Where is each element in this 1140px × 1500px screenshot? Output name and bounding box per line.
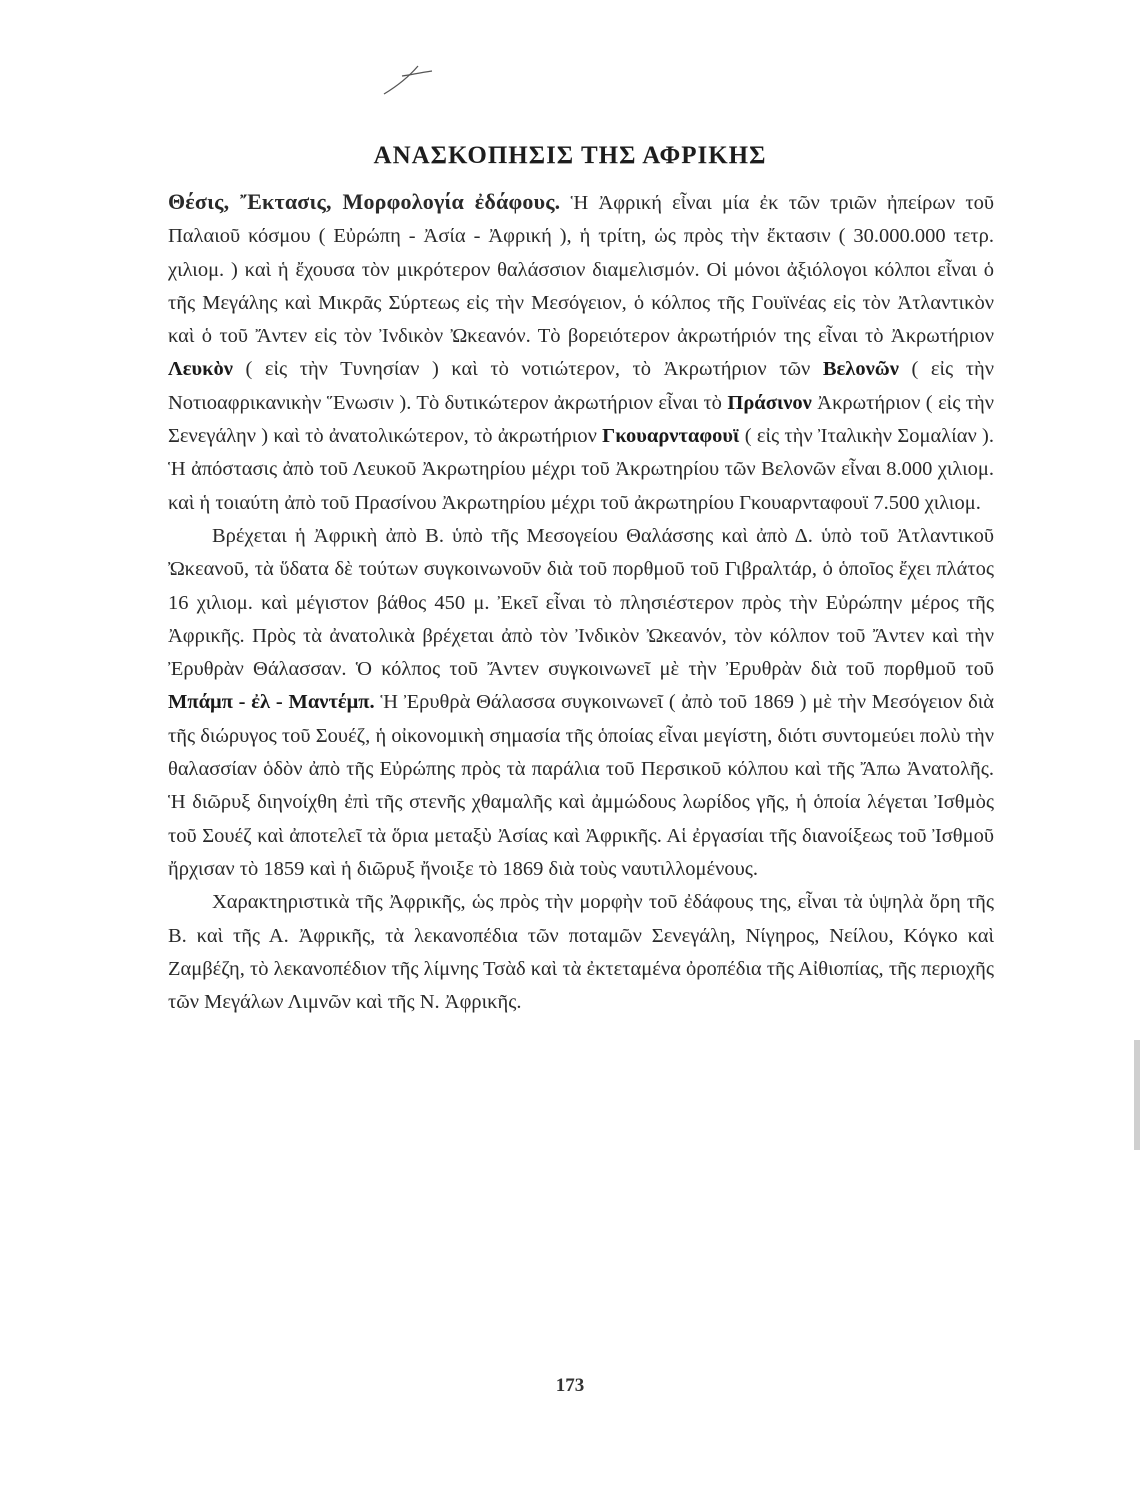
text-run: Ἡ Ἀφρική εἶναι μία ἐκ τῶν τριῶν ἠπείρων τοῦ Παλαιοῦ κόσμου ( Εὐρώπη - Ἀσία - Ἀφρική ), ἡ τρίτη, ὡς πρὸς τὴν ἔκτασιν ( 30.000.000 τετρ. χιλιομ. ) καὶ ἡ ἔχουσα τὸν μικρότερον θαλάσσιον διαμελισμόν. Οἱ μόνοι ἀξιόλογοι κόλποι εἶναι ὁ τῆς Μεγάλης καὶ Μικρᾶς Σύρτεως εἰς τὴν Μεσόγειον, ὁ κόλπος τῆς Γουϊνέας εἰς τὸν Ἀτλαντικὸν καὶ ὁ τοῦ Ἄντεν εἰς τὸν Ἰνδικὸν Ὠκεανόν. Τὸ βορειότερον ἀκρωτήριόν της εἶναι τὸ Ἀκρωτήριον — [168, 192, 994, 348]
text-run: ( εἰς τὴν Ἰταλικὴν Σομαλίαν ). Ἡ ἀπόστασις ἀπὸ τοῦ Λευκοῦ Ἀκρωτηρίου μέχρι τοῦ Ἀκρωτηρίου τῶν Βελονῶν εἶναι 8.000 χιλιομ. καὶ ἡ τοιαύτη ἀπὸ τοῦ Πρασίνου Ἀκρωτηρίου μέχρι τοῦ ἀκρωτηρίου Γκουαρνταφουϊ 7.500 χιλιομ. — [168, 425, 994, 514]
paragraph-relief — [168, 886, 994, 1019]
body-text — [168, 185, 994, 1019]
pencil-cross-mark — [380, 58, 440, 98]
text-run: Ἡ Ἐρυθρὰ Θάλασσα συγκοινωνεῖ ( ἀπὸ τοῦ 1869 ) μὲ τὴν Μεσόγειον διὰ τῆς διώρυγος τοῦ Σουέζ, ἡ οἰκονομικὴ σημασία τῆς ὁποίας εἶναι μεγίστη, διότι συντομεύει πολὺ τὴν θαλασσίαν ὁδὸν ἀπὸ τῆς Εὐρώπης πρὸς τὰ παράλια τοῦ Περσικοῦ κόλπου καὶ τῆς Ἄπω Ἀνατολῆς. Ἡ διῶρυξ διηνοίχθη ἐπὶ τῆς στενῆς χθαμαλῆς καὶ ἀμμώδους λωρίδος γῆς, ἡ ὁποία λέγεται Ἰσθμὸς τοῦ Σουέζ καὶ ἀποτελεῖ τὰ ὅρια μεταξὺ Ἀσίας καὶ Ἀφρικῆς. Αἱ ἐργασίαι τῆς διανοίξεως τοῦ Ἰσθμοῦ ἤρχισαν τὸ 1859 καὶ ἡ διῶρυξ ἤνοιξε τὸ 1869 διὰ τοὺς ναυτιλλομένους. — [168, 691, 994, 880]
text-run: ( εἰς τὴν Τυνησίαν ) καὶ τὸ νοτιώτερον, τὸ Ἀκρωτήριον τῶν — [232, 358, 823, 381]
bold-term: Γκουαρνταφουϊ — [602, 425, 740, 448]
section-heading: Θέσις, Ἔκτασις, Μορφολογία ἐδάφους. — [168, 189, 561, 214]
paragraph-seas — [168, 520, 994, 886]
text-run: Χαρακτηριστικὰ τῆς Ἀφρικῆς, ὡς πρὸς τὴν μορφὴν τοῦ ἐδάφους της, εἶναι τὰ ὑψηλὰ ὄρη τῆς Β. καὶ τῆς Α. Ἀφρικῆς, τὰ λεκανοπέδια τῶν ποταμῶν Σενεγάλη, Νίγηρος, Νείλου, Κόγκο καὶ Ζαμβέζη, τὸ λεκανοπέδιον τῆς λίμνης Τσὰδ καὶ τὰ ἐκτεταμένα ὀροπέδια τῆς Αἰθιοπίας, τῆς περιοχῆς τῶν Μεγάλων Λιμνῶν καὶ τῆς Ν. Ἀφρικῆς. — [168, 891, 994, 1014]
bold-term: Λευκὸν — [168, 358, 233, 381]
text-run: Βρέχεται ἡ Ἀφρικὴ ἀπὸ Β. ὑπὸ τῆς Μεσογείου Θαλάσσης καὶ ἀπὸ Δ. ὑπὸ τοῦ Ἀτλαντικοῦ Ὠκεανοῦ, τὰ ὕδατα δὲ τούτων συγκοινωνοῦν διὰ τοῦ πορθμοῦ τοῦ Γιβραλτάρ, ὁ ὁποῖος ἔχει πλάτος 16 χιλιομ. καὶ μέγιστον βάθος 450 μ. Ἐκεῖ εἶναι τὸ πλησιέστερον πρὸς τὴν Εὐρώπην μέρος τῆς Ἀφρικῆς. Πρὸς τὰ ἀνατολικὰ βρέχεται ἀπὸ τὸν Ἰνδικὸν Ὠκεανόν, τὸν κόλπον τοῦ Ἄντεν καὶ τὴν Ἐρυθρὰν Θάλασσαν. Ὁ κόλπος τοῦ Ἄντεν συγκοινωνεῖ μὲ τὴν Ἐρυθρὰν διὰ τοῦ πορθμοῦ τοῦ — [168, 524, 994, 681]
page-number: 173 — [555, 1375, 585, 1396]
scan-edge-mark — [1134, 1040, 1140, 1150]
page-title: ΑΝΑΣΚΟΠΗΣΙΣ ΤΗΣ ΑΦΡΙΚΗΣ — [373, 141, 767, 169]
text-run: ( εἰς τὴν Νοτιοαφρικανικὴν Ἕνωσιν ). Τὸ δυτικώτερον ἀκρωτήριον εἶναι τὸ — [168, 358, 994, 414]
bold-term: Πράσινον — [727, 391, 812, 414]
text-run: Ἀκρωτήριον ( εἰς τὴν Σενεγάλην ) καὶ τὸ ἀνατολικώτερον, τὸ ἀκρωτήριον — [168, 391, 994, 448]
bold-term: Μπάμπ - ἐλ - Μαντέμπ. — [168, 691, 375, 714]
bold-term: Βελονῶν — [822, 358, 899, 381]
paragraph-position — [168, 185, 994, 520]
